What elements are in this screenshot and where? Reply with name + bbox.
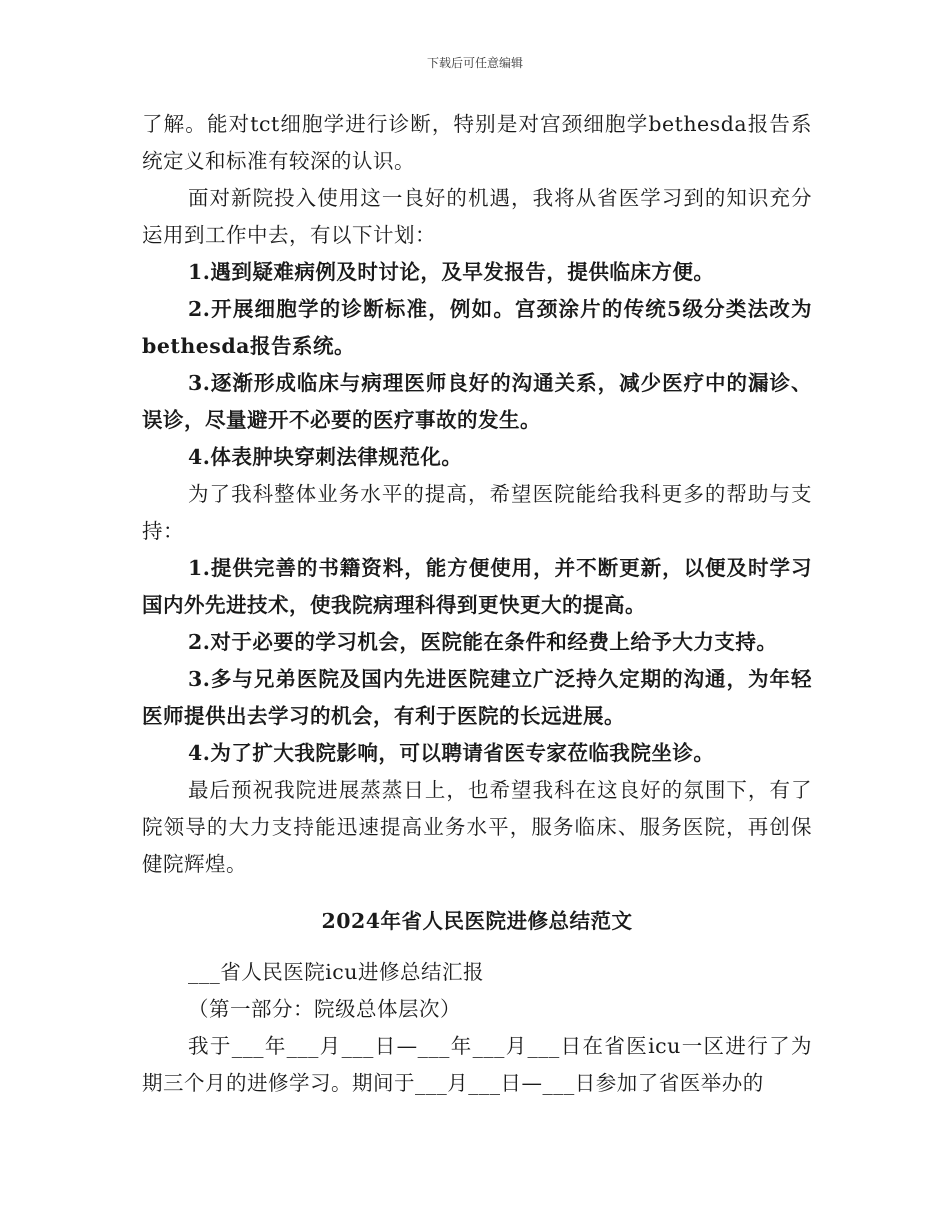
paragraph: 2.对于必要的学习机会，医院能在条件和经费上给予大力支持。 bbox=[188, 630, 778, 654]
paragraph: 我于___年___月___日—___年___月___日在省医icu一区进行了为期三个月的进修学习。期间于___月___日—___日参加了省医举办的 bbox=[142, 1034, 812, 1095]
document-body bbox=[142, 106, 812, 1102]
body-paragraphs-top bbox=[142, 106, 812, 883]
page-header: 下载后可任意编辑 bbox=[426, 56, 523, 70]
section-title: 2024年省人民医院进修总结范文 bbox=[321, 909, 633, 933]
paragraph: 了解。能对tct细胞学进行诊断，特别是对宫颈细胞学bethesda报告系统定义和标准有较深的认识。 bbox=[142, 112, 812, 173]
paragraph: 为了我科整体业务水平的提高，希望医院能给我科更多的帮助与支持： bbox=[142, 482, 812, 543]
paragraph: ___省人民医院icu进修总结汇报 bbox=[188, 960, 484, 984]
paragraph: 面对新院投入使用这一良好的机遇，我将从省医学习到的知识充分运用到工作中去，有以下计划： bbox=[142, 186, 812, 247]
body-paragraphs-bottom bbox=[142, 954, 812, 1102]
paragraph: 1.提供完善的书籍资料，能方便使用，并不断更新，以便及时学习国内外先进技术，使我院病理科得到更快更大的提高。 bbox=[142, 556, 812, 617]
paragraph: 2.开展细胞学的诊断标准，例如。宫颈涂片的传统5级分类法改为bethesda报告系统。 bbox=[142, 297, 812, 358]
paragraph: （第一部分：院级总体层次） bbox=[188, 997, 461, 1021]
paragraph: 3.多与兄弟医院及国内先进医院建立广泛持久定期的沟通，为年轻医师提供出去学习的机会，有利于医院的长远进展。 bbox=[142, 667, 812, 728]
paragraph: 4.为了扩大我院影响，可以聘请省医专家莅临我院坐诊。 bbox=[188, 741, 715, 765]
paragraph: 4.体表肿块穿刺法律规范化。 bbox=[188, 445, 463, 469]
paragraph: 最后预祝我院进展蒸蒸日上，也希望我科在这良好的氛围下，有了院领导的大力支持能迅速提高业务水平，服务临床、服务医院，再创保健院辉煌。 bbox=[142, 778, 812, 876]
paragraph: 1.遇到疑难病例及时讨论，及早发报告，提供临床方便。 bbox=[188, 260, 715, 284]
paragraph: 3.逐渐形成临床与病理医师良好的沟通关系，减少医疗中的漏诊、误诊，尽量避开不必要的医疗事故的发生。 bbox=[142, 371, 812, 432]
